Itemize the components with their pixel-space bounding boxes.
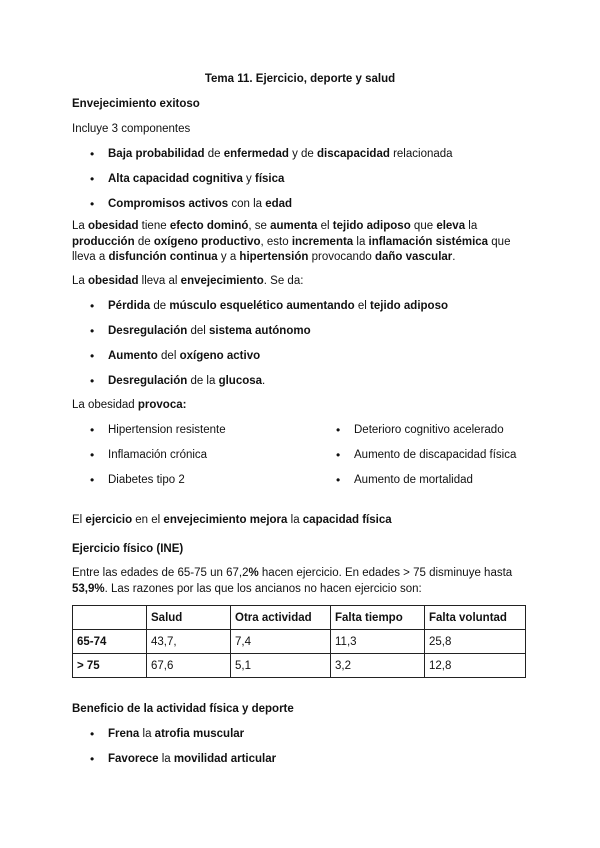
provoca-list-right [336,423,516,488]
ejercicio-sentence: El ejercicio en el envejecimiento mejora la capacidad física [72,514,392,526]
table-cell: 65-74 [73,630,147,654]
list-item: • Compromisos activos con la edad [90,197,453,212]
list-item: • Desregulación del sistema autónomo [90,324,448,339]
heading-beneficio: Beneficio de la actividad física y deporte [72,703,294,715]
table-cell: 7,4 [231,630,331,654]
list-item: • Aumento de mortalidad [336,473,516,488]
components-list [90,147,453,212]
list-item: • Pérdida de músculo esquelético aumentando el tejido adiposo [90,299,448,314]
table-cell: > 75 [73,654,147,678]
heading-envejecimiento-exitoso: Envejecimiento exitoso [72,98,200,110]
list-item: • Aumento del oxígeno activo [90,349,448,364]
table-row [73,630,526,654]
table-cell: 12,8 [425,654,526,678]
list-item: • Baja probabilidad de enfermedad y de discapacidad relacionada [90,147,453,162]
page-title: Tema 11. Ejercicio, deporte y salud [204,73,396,85]
provoca-heading: La obesidad provoca: [72,399,187,411]
provoca-list-left [90,423,226,488]
list-item: • Diabetes tipo 2 [90,473,226,488]
obesidad-paragraph: La obesidad tiene efecto dominó, se aumenta el tejido adiposo que eleva la producción de oxígeno productivo, esto incrementa la inflamación sistémica que lleva a disfunción continua y a hipertensión provocando daño vascular. [72,220,511,263]
ine-paragraph: Entre las edades de 65-75 un 67,2% hacen ejercicio. En edades > 75 disminuye hasta 53,9%. Las razones por las que los ancianos no hacen ejercicio son: [72,567,513,595]
list-item: • Alta capacidad cognitiva y física [90,172,453,187]
list-item: • Hipertension resistente [90,423,226,438]
table-header-cell: Salud [147,606,231,630]
list-item: • Frena la atrofia muscular [90,727,276,742]
table-cell: 25,8 [425,630,526,654]
table-row [73,654,526,678]
table-cell: 67,6 [147,654,231,678]
table-header-cell [73,606,147,630]
intro-text: Incluye 3 componentes [72,123,191,135]
list-item: • Inflamación crónica [90,448,226,463]
list-item: • Aumento de discapacidad física [336,448,516,463]
benefits-list [90,727,276,767]
list-item: • Deterioro cognitivo acelerado [336,423,516,438]
heading-ejercicio-fisico: Ejercicio físico (INE) [72,543,184,555]
table-header-cell: Otra actividad [231,606,331,630]
table-cell: 5,1 [231,654,331,678]
list-item: • Desregulación de la glucosa. [90,374,448,389]
table-header-cell: Falta voluntad [425,606,526,630]
envejecimiento-intro: La obesidad lleva al envejecimiento. Se da: [72,275,304,287]
effects-list [90,299,448,389]
table-cell: 11,3 [331,630,425,654]
table-header-cell: Falta tiempo [331,606,425,630]
table-header-row [73,606,526,630]
reasons-table [72,605,526,678]
list-item: • Favorece la movilidad articular [90,752,276,767]
table-cell: 3,2 [331,654,425,678]
table-cell: 43,7, [147,630,231,654]
